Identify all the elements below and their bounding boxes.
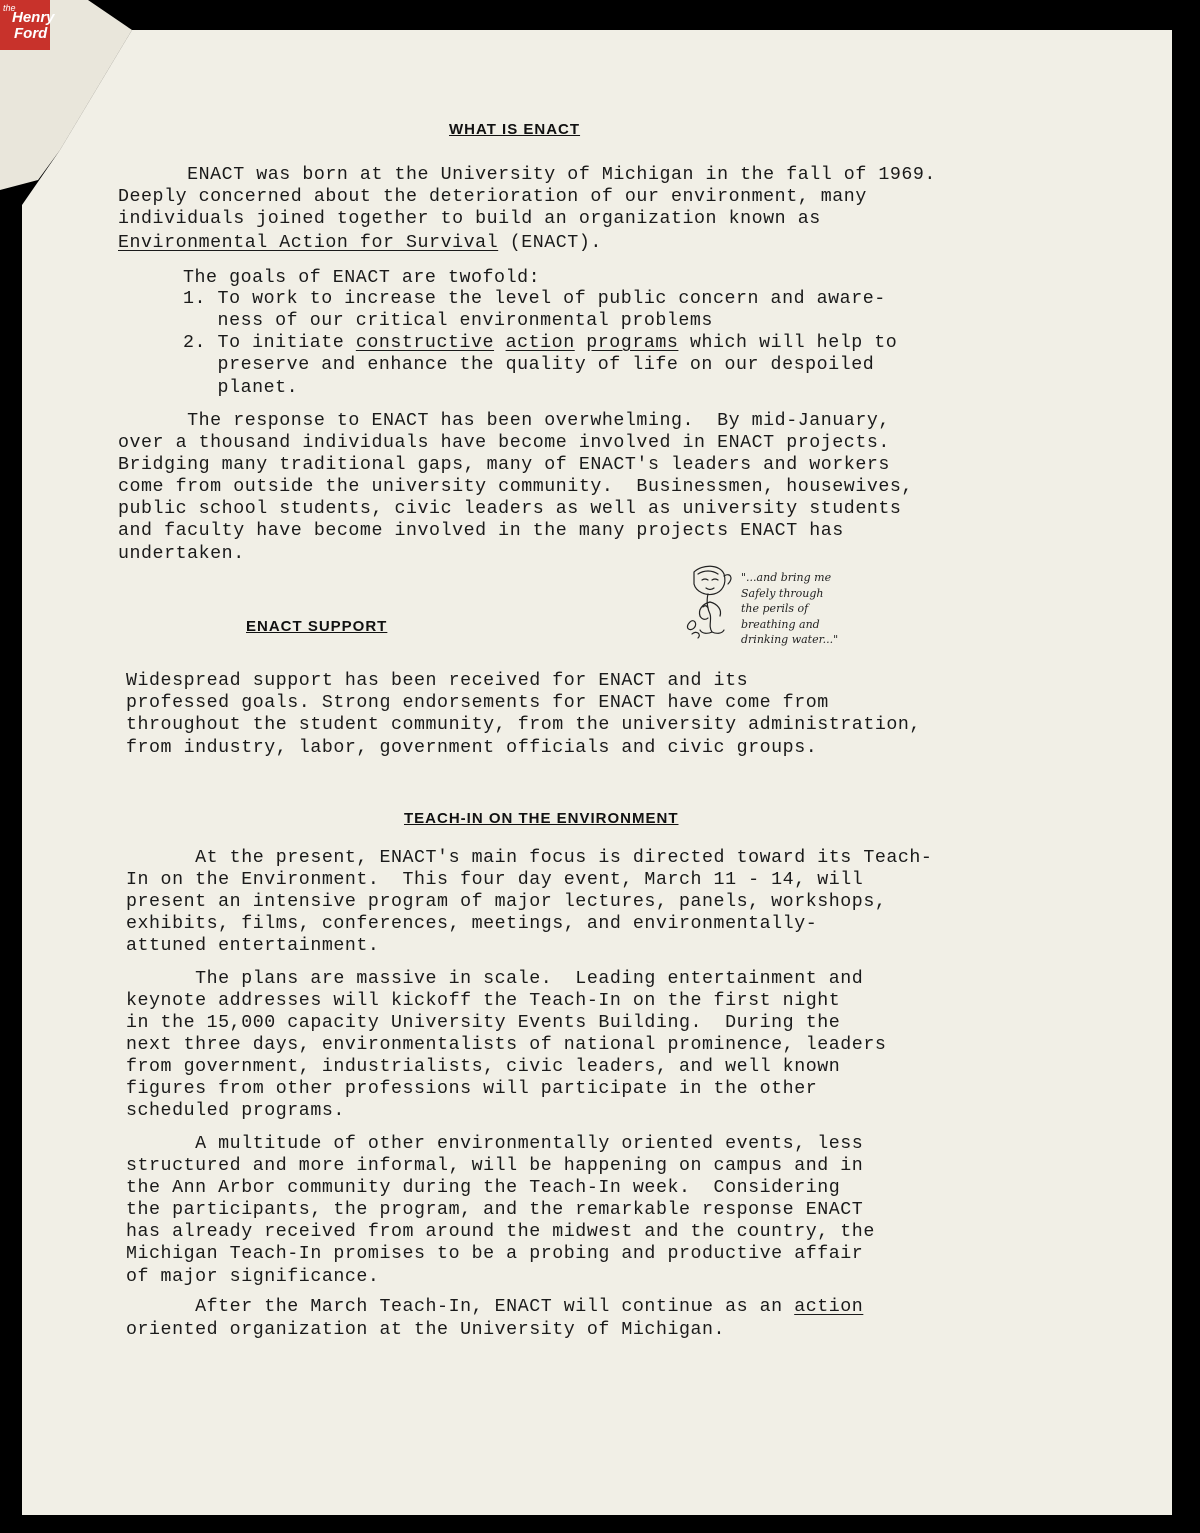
heading-enact-support: ENACT SUPPORT [246, 618, 388, 635]
events-line: the Ann Arbor community during the Teach-In week. Considering [126, 1178, 841, 1198]
intro-line: Deeply concerned about the deterioration of our environment, many [118, 187, 867, 207]
goal-1-line: 1. To work to increase the level of public concern and aware- [183, 289, 886, 309]
support-line: throughout the student community, from the university administration, [126, 715, 921, 735]
henry-ford-logo: the Henry Ford [0, 0, 50, 50]
heading-teach-in: TEACH-IN ON THE ENVIRONMENT [404, 810, 679, 827]
response-line: come from outside the university community. Businessmen, housewives, [118, 477, 913, 497]
events-line: the participants, the program, and the remarkable response ENACT [126, 1200, 864, 1220]
teach-in-line: In on the Environment. This four day event, March 11 - 14, will [126, 870, 864, 890]
intro-line: ENACT was born at the University of Michigan in the fall of 1969. [118, 165, 936, 185]
organization-name: Environmental Action for Survival [118, 233, 499, 253]
support-line: from industry, labor, government officials and civic groups. [126, 738, 818, 758]
intro-line: Environmental Action for Survival (ENACT). [118, 233, 602, 253]
goal-2-line: preserve and enhance the quality of life on our despoiled [183, 355, 875, 375]
plans-line: scheduled programs. [126, 1101, 345, 1121]
closing-line: After the March Teach-In, ENACT will continue as an action [126, 1297, 864, 1317]
plans-line: from government, industrialists, civic leaders, and well known [126, 1057, 841, 1077]
events-line: of major significance. [126, 1267, 380, 1287]
plans-line: keynote addresses will kickoff the Teach-In on the first night [126, 991, 841, 1011]
response-line: public school students, civic leaders as well as university students [118, 499, 902, 519]
response-line: Bridging many traditional gaps, many of ENACT's leaders and workers [118, 455, 890, 475]
cartoon-figure-drawing [672, 562, 744, 644]
teach-in-line: exhibits, films, conferences, meetings, and environmentally- [126, 914, 818, 934]
teach-in-line: At the present, ENACT's main focus is directed toward its Teach- [126, 848, 933, 868]
response-line: and faculty have become involved in the many projects ENACT has [118, 521, 844, 541]
plans-line: next three days, environmentalists of national prominence, leaders [126, 1035, 887, 1055]
goal-2-line: 2. To initiate constructive action programs which will help to [183, 333, 898, 353]
goal-2-line: planet. [183, 378, 299, 398]
events-line: Michigan Teach-In promises to be a probing and productive affair [126, 1244, 864, 1264]
plans-line: in the 15,000 capacity University Events Building. During the [126, 1013, 841, 1033]
plans-line: The plans are massive in scale. Leading entertainment and [126, 969, 864, 989]
intro-line: individuals joined together to build an organization known as [118, 209, 821, 229]
response-line: The response to ENACT has been overwhelming. By mid-January, [118, 411, 890, 431]
teach-in-line: attuned entertainment. [126, 936, 380, 956]
support-line: Widespread support has been received for ENACT and its [126, 671, 749, 691]
cartoon-caption: "...and bring me Safely through the perils of breathing and drinking water..." [741, 571, 839, 646]
response-line: undertaken. [118, 544, 245, 564]
plans-line: figures from other professions will participate in the other [126, 1079, 818, 1099]
goal-1-line: ness of our critical environmental problems [183, 311, 713, 331]
events-line: structured and more informal, will be happening on campus and in [126, 1156, 864, 1176]
response-line: over a thousand individuals have become involved in ENACT projects. [118, 433, 890, 453]
closing-line: oriented organization at the University of Michigan. [126, 1320, 726, 1340]
teach-in-line: present an intensive program of major lectures, panels, workshops, [126, 892, 887, 912]
support-line: professed goals. Strong endorsements for ENACT have come from [126, 693, 829, 713]
events-line: has already received from around the midwest and the country, the [126, 1222, 875, 1242]
events-line: A multitude of other environmentally oriented events, less [126, 1134, 864, 1154]
goals-intro: The goals of ENACT are twofold: [183, 268, 541, 288]
heading-what-is-enact: WHAT IS ENACT [449, 121, 581, 138]
